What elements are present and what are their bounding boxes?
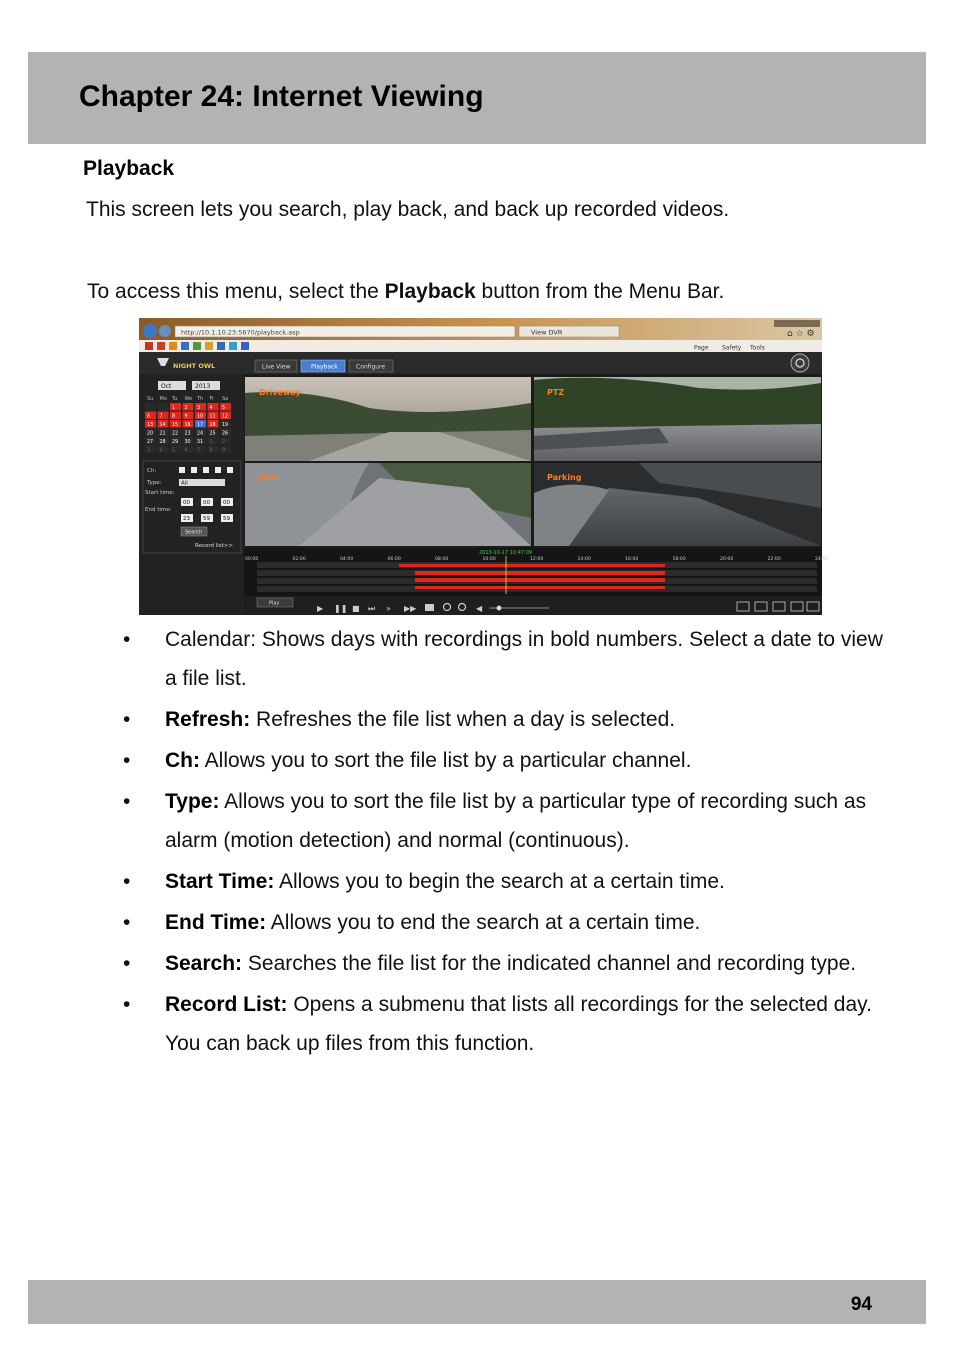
timeline-hour-label: 10:00: [482, 557, 496, 562]
end-minute-value: 59: [203, 516, 210, 522]
calendar-day-number[interactable]: 1: [172, 406, 176, 411]
calendar-day-number[interactable]: 13: [147, 423, 154, 428]
calendar-day-number[interactable]: 21: [159, 431, 166, 437]
bullet-marker: •: [123, 952, 131, 975]
calendar-day-number[interactable]: 14: [159, 423, 166, 428]
camera-name-ptz: PTZ: [547, 388, 565, 397]
camera-tile-ptz[interactable]: [534, 377, 821, 461]
ch-checkbox[interactable]: [191, 467, 197, 473]
calendar-day-number[interactable]: 5: [172, 448, 176, 454]
calendar-day-number[interactable]: 30: [184, 440, 191, 445]
month-value: Oct: [161, 383, 172, 390]
ch-checkbox[interactable]: [215, 467, 221, 473]
weekday-label: Sa: [222, 396, 229, 402]
calendar-day-number[interactable]: 9: [222, 448, 226, 454]
year-value: 2013: [195, 383, 211, 390]
list-item: [120, 862, 890, 901]
brand-name: NIGHT OWL: [173, 362, 216, 370]
timeline-hour-label: 04:00: [340, 557, 354, 562]
camera-tile-driveway[interactable]: [245, 377, 531, 461]
timeline-hour-label: 12:00: [530, 557, 544, 562]
record-segment: [415, 571, 665, 575]
camera-name-driveway: Driveway: [259, 388, 301, 397]
ie-menu-tools[interactable]: Tools: [750, 344, 765, 352]
favorite-icon[interactable]: [145, 342, 153, 350]
favorite-icon[interactable]: [181, 342, 189, 350]
snapshot-icon[interactable]: [425, 604, 434, 611]
app-header: [139, 352, 822, 374]
calendar-day-number[interactable]: 24: [197, 431, 204, 437]
calendar-day-number[interactable]: 23: [184, 431, 191, 437]
ch-checkbox[interactable]: [203, 467, 209, 473]
favorite-icon[interactable]: [169, 342, 177, 350]
calendar-day-number[interactable]: 2: [222, 440, 226, 445]
section-heading: Playback: [83, 157, 175, 180]
back-icon[interactable]: [143, 324, 157, 338]
list-item: [120, 985, 890, 1063]
volume-icon[interactable]: ◀: [476, 604, 483, 613]
bullet-text: Allows you to begin the search at a certain time.: [274, 870, 725, 893]
address-text: http://10.1.10.23:5670/playback.asp: [181, 328, 300, 337]
timeline-hour-label: 22:00: [767, 557, 781, 562]
camera-name-julio: Julio: [259, 473, 279, 482]
calendar-day-number[interactable]: 22: [172, 431, 179, 437]
record-segment: [415, 586, 665, 589]
calendar-day-number[interactable]: 6: [184, 448, 188, 454]
calendar-day-number[interactable]: 2: [184, 406, 188, 411]
bullet-term: End Time:: [165, 911, 267, 934]
nav-live-view-label: Live View: [262, 363, 291, 371]
favorite-icon[interactable]: [205, 342, 213, 350]
bullet-term: Record List:: [165, 993, 288, 1016]
bullet-term: Ch:: [165, 749, 200, 772]
forward-icon[interactable]: [159, 325, 171, 337]
stop-icon[interactable]: ■: [352, 604, 360, 613]
bullet-marker: •: [123, 993, 131, 1016]
step-icon[interactable]: ⏭: [368, 604, 376, 613]
record-segment: [415, 578, 665, 582]
window-controls[interactable]: [774, 320, 820, 327]
end-hour-value: 23: [183, 516, 190, 522]
volume-slider-handle[interactable]: [497, 606, 502, 611]
calendar-day-number[interactable]: 4: [209, 406, 213, 411]
calendar-day-cell[interactable]: [145, 403, 156, 411]
nav-configure-label: Configure: [356, 363, 386, 371]
play-button-label: Play: [269, 600, 280, 607]
calendar-day-number[interactable]: 12: [222, 414, 229, 420]
record-segment: [399, 564, 665, 567]
favorite-icon[interactable]: [193, 342, 201, 350]
timeline-hour-label: 06:00: [387, 557, 401, 562]
type-label: Type:: [147, 480, 162, 486]
calendar-day-cell[interactable]: [158, 403, 169, 411]
calendar-day-number[interactable]: 27: [147, 440, 154, 445]
ie-menu-page[interactable]: Page: [694, 344, 709, 352]
timeline-hour-label: 18:00: [672, 557, 686, 562]
pause-icon[interactable]: ❚❚: [334, 604, 348, 613]
end-second-value: 59: [223, 516, 230, 522]
favorite-icon[interactable]: [157, 342, 165, 350]
calendar-day-number[interactable]: 18: [209, 423, 216, 428]
access-bold: Playback: [384, 280, 476, 303]
bullet-term: Search:: [165, 952, 243, 975]
timeline-hour-label: 08:00: [435, 557, 449, 562]
browser-tab-title: View DVR: [531, 328, 563, 337]
chapter-header: [28, 52, 926, 144]
search-button-label: Search: [185, 529, 203, 536]
weekday-label: Mo: [159, 396, 167, 402]
next-icon[interactable]: ▶▶: [404, 604, 417, 613]
list-item: [120, 944, 890, 983]
calendar-day-number[interactable]: 5: [222, 406, 226, 411]
start-minute-value: 00: [203, 500, 210, 506]
logout-icon[interactable]: [791, 354, 809, 372]
timeline-hour-label: 02:00: [292, 557, 306, 562]
calendar-day-number[interactable]: 3: [197, 406, 201, 411]
list-item: [120, 741, 890, 780]
record-list-link[interactable]: Record list>>: [195, 543, 234, 549]
list-item: [120, 700, 890, 739]
bullet-marker: •: [123, 911, 131, 934]
bullet-text: Allows you to end the search at a certain time.: [266, 911, 701, 934]
weekday-label: Tu: [172, 396, 178, 402]
calendar-day-number[interactable]: 9: [184, 414, 188, 420]
home-star-gear-icons[interactable]: ⌂ ☆ ⚙: [787, 329, 815, 339]
ch-checkbox[interactable]: [227, 467, 233, 473]
bullet-text: Allows you to sort the file list by a particular channel.: [200, 749, 692, 772]
bullet-marker: •: [123, 790, 131, 813]
bullet-marker: •: [123, 870, 131, 893]
timeline-hour-label: 14:00: [577, 557, 591, 562]
play-icon[interactable]: ▶: [317, 604, 324, 613]
calendar-day-number[interactable]: 15: [172, 423, 179, 428]
calendar-day-number[interactable]: 1: [209, 440, 213, 445]
bullet-term: Type:: [165, 790, 220, 813]
calendar-day-number[interactable]: 8: [209, 448, 213, 454]
bullet-term: Refresh:: [165, 708, 251, 731]
weekday-label: Su: [147, 396, 154, 402]
bullet-text: Calendar: Shows days with recordings in bold numbers. Select a date to view a file list.: [165, 628, 883, 690]
calendar-day-number[interactable]: 11: [209, 414, 216, 420]
nav-playback-label: Playback: [311, 363, 338, 371]
calendar-day-number[interactable]: 26: [222, 431, 229, 437]
bullet-text: Allows you to sort the file list by a particular type of recording such as alarm (motion detection) and normal (continuous).: [165, 790, 867, 852]
intro-paragraph: This screen lets you search, play back, and back up recorded videos.: [86, 198, 730, 221]
ie-menu-safety[interactable]: Safety: [722, 344, 742, 352]
playback-screenshot: [139, 318, 829, 615]
weekday-label: Th: [197, 396, 204, 402]
calendar-day-number[interactable]: 25: [209, 431, 216, 437]
access-prefix: To access this menu, select the: [87, 280, 385, 303]
feature-list: [120, 620, 890, 1065]
bullet-text: Refreshes the file list when a day is selected.: [250, 708, 676, 731]
calendar-day-number[interactable]: 16: [184, 423, 191, 428]
camera-name-parking: Parking: [547, 473, 582, 482]
access-paragraph: [87, 280, 724, 304]
start-hour-value: 00: [183, 500, 190, 506]
timeline-hour-label: 24:00: [815, 557, 829, 562]
bullet-marker: •: [123, 708, 131, 731]
list-item: [120, 903, 890, 942]
calendar-day-number[interactable]: 17: [197, 423, 204, 428]
calendar-day-number[interactable]: 6: [147, 414, 151, 420]
access-suffix: button from the Menu Bar.: [475, 280, 725, 303]
favorite-icon[interactable]: [229, 342, 237, 350]
timeline-hour-label: 16:00: [625, 557, 639, 562]
timeline-hour-label: 00:00: [245, 557, 259, 562]
weekday-label: We: [184, 396, 193, 402]
timeline-hour-label: 20:00: [720, 557, 734, 562]
bullet-marker: •: [123, 628, 131, 651]
chapter-title: Chapter 24: Internet Viewing: [79, 80, 484, 113]
timeline-current-time: 2013-10-17 10:47:09: [479, 550, 533, 556]
calendar-day-number[interactable]: 4: [159, 448, 163, 454]
weekday-label: Fr: [209, 396, 215, 402]
calendar-day-number[interactable]: 19: [222, 423, 229, 428]
list-item: [120, 782, 890, 860]
camera-tile-julio[interactable]: [245, 463, 531, 546]
bullet-text: Searches the file list for the indicated channel and recording type.: [242, 952, 857, 975]
list-item: [120, 620, 890, 698]
calendar-day-number[interactable]: 10: [197, 414, 204, 420]
start-time-label: Start time:: [145, 490, 175, 496]
calendar-day-number[interactable]: 28: [159, 440, 166, 445]
calendar-day-number[interactable]: 31: [197, 440, 204, 445]
footer-bar: [28, 1280, 926, 1324]
page-number: 94: [850, 1294, 872, 1315]
favorite-icon[interactable]: [241, 342, 249, 350]
bullet-text: Opens a submenu that lists all recordings for the selected day. You can back up files from this function.: [165, 993, 872, 1055]
ch-label: Ch:: [147, 468, 157, 474]
fast-forward-icon[interactable]: »: [386, 604, 391, 613]
start-second-value: 00: [223, 500, 230, 506]
calendar-day-number[interactable]: 3: [147, 448, 151, 454]
bullet-term: Start Time:: [165, 870, 275, 893]
playback-screenshot-svg: [139, 318, 829, 615]
camera-tile-parking[interactable]: [534, 463, 821, 546]
calendar-day-number[interactable]: 8: [172, 414, 176, 420]
favorite-icon[interactable]: [217, 342, 225, 350]
calendar-day-number[interactable]: 29: [172, 440, 179, 445]
calendar-day-number[interactable]: 20: [147, 431, 154, 437]
type-value: All: [181, 480, 188, 487]
end-time-label: End time:: [145, 507, 172, 513]
ch-checkbox[interactable]: [179, 467, 185, 473]
calendar-day-number[interactable]: 7: [159, 414, 163, 420]
playback-control-bar: [244, 596, 822, 615]
bullet-marker: •: [123, 749, 131, 772]
calendar-day-number[interactable]: 7: [197, 448, 201, 454]
